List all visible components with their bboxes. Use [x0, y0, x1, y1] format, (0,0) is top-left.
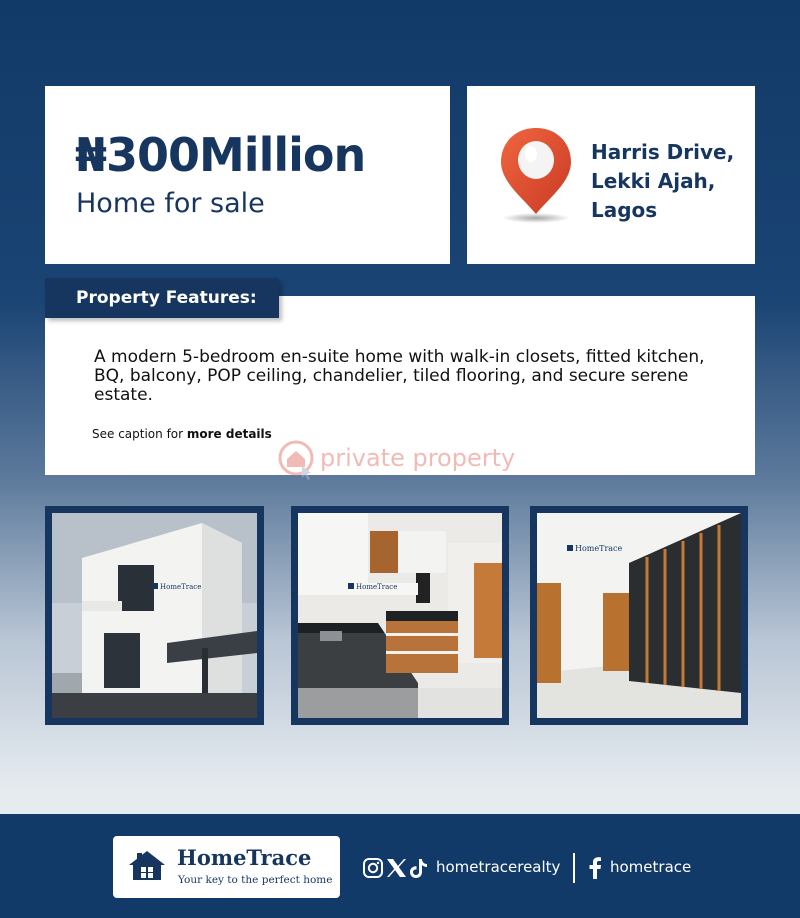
house-logo-icon: [127, 849, 167, 881]
price-card: [45, 86, 450, 264]
social-icons: [363, 857, 431, 879]
features-description: A modern 5-bedroom en-suite home with walk-in closets, fitted kitchen, BQ, balcony, POP ceiling, chandelier, tiled flooring, and secure serene estate.: [94, 347, 705, 405]
tiktok-icon: [410, 859, 427, 878]
address-line-3: Lagos: [591, 198, 658, 222]
facebook-icon: [588, 857, 602, 879]
photo-exterior: [45, 506, 264, 725]
photo-3-brand-label: HomeTrace: [575, 544, 623, 553]
location-address: [591, 138, 734, 225]
bedroom-image: [537, 513, 741, 718]
address-line-2: Lekki Ajah,: [591, 169, 716, 193]
kitchen-image: [298, 513, 502, 718]
brand-tagline: Your key to the perfect home: [178, 874, 333, 886]
location-pin-icon: [497, 124, 575, 224]
exterior-image: [52, 513, 257, 718]
brand-name: HomeTrace: [177, 845, 312, 870]
x-icon: [387, 859, 406, 877]
caption-note: [92, 427, 272, 441]
social-divider: [573, 853, 575, 883]
social-handle-facebook[interactable]: hometrace: [610, 858, 692, 876]
watermark: [278, 440, 538, 480]
caption-prefix: See caption for: [92, 427, 187, 441]
social-handle-hometracerealty[interactable]: hometracerealty: [436, 858, 561, 876]
features-heading: Property Features:: [45, 278, 279, 318]
instagram-icon: [364, 859, 382, 877]
location-card: [467, 86, 755, 264]
watermark-text: private property: [320, 444, 516, 472]
photo-1-brand-label: HomeTrace: [160, 583, 202, 591]
photo-kitchen: [291, 506, 509, 725]
photo-bedroom: [530, 506, 748, 725]
photo-2-brand-label: HomeTrace: [356, 583, 398, 591]
brand-logo: [113, 836, 340, 898]
price-amount: ₦300Million: [75, 128, 366, 182]
address-line-1: Harris Drive,: [591, 140, 735, 164]
listing-type: Home for sale: [76, 188, 265, 219]
private-property-logo-icon: [278, 440, 318, 480]
caption-more-details: more details: [186, 427, 272, 441]
footer: [0, 814, 800, 918]
